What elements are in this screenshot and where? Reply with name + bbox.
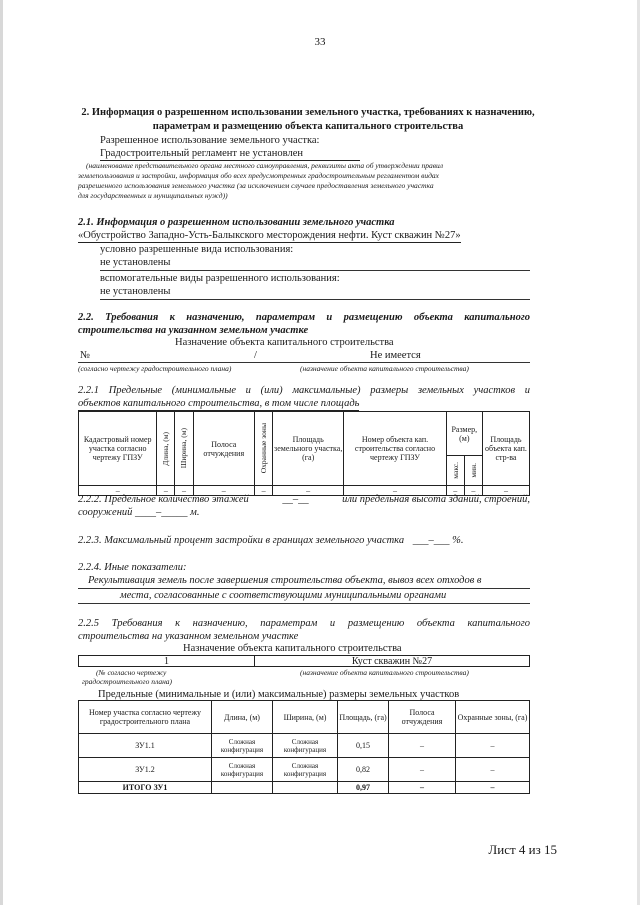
table-row-total xyxy=(79,782,530,794)
col-size: Размер, (м) xyxy=(446,412,482,456)
col-strip: Полоса отчуждения xyxy=(389,701,456,734)
cell: – xyxy=(389,758,456,782)
col-size-max: макс. xyxy=(446,456,464,486)
section222-text-d: м. xyxy=(190,507,200,518)
col-number: Номер объекта кап. строительства согласно чертежу ГПЗУ xyxy=(344,412,447,486)
section224-heading: 2.2.4. Иные показатели: xyxy=(78,562,187,573)
section22-caption-left: (согласно чертежу градостроительного плана) xyxy=(78,364,232,373)
section2-note-line4: для государственных и муниципальных нужд)) xyxy=(78,191,228,200)
cell: – xyxy=(273,486,344,496)
scan-edge-left xyxy=(0,0,3,905)
section22-caption-right: (назначение объекта капитального строительства) xyxy=(300,364,469,373)
coverage-blank: ___–___ xyxy=(412,535,450,546)
section21-object: «Обустройство Западно-Усть-Балыкского месторождения нефти. Куст скважин №27» xyxy=(78,230,461,241)
col-protect: Охранные зоны xyxy=(255,412,273,486)
conditional-use-value: не установлены xyxy=(100,257,171,268)
sizes-table-225 xyxy=(78,700,530,794)
section22-heading-line1: 2.2. Требования к назначению, параметрам и размещению объекта капитального xyxy=(78,312,530,323)
cell: – xyxy=(175,486,193,496)
divider xyxy=(100,270,530,271)
auxiliary-use-value: не установлены xyxy=(100,286,171,297)
col-area: Площадь, (га) xyxy=(338,701,389,734)
sizes-table-221 xyxy=(78,411,530,496)
section224-line1: Рекультивация земель после завершения строительства объекта, вывоз всех отходов в xyxy=(88,575,482,586)
col-obj-area: Площадь объекта кап. стр-ва xyxy=(482,412,529,486)
section22-purpose-value: Не имеется xyxy=(370,350,421,361)
col-cadastral: Кадастровый номер участка согласно чертежу ГПЗУ xyxy=(79,412,157,486)
cell: – xyxy=(157,486,175,496)
section223-unit: %. xyxy=(452,535,464,546)
section22-heading-line2: строительства на указанном земельном участке xyxy=(78,325,309,336)
floors-blank: __–__ xyxy=(282,494,309,505)
section222-line2 xyxy=(78,506,200,519)
permitted-use-label: Разрешенное использование земельного участка: xyxy=(100,135,320,146)
cell: 0,97 xyxy=(338,782,389,794)
section225-caption-right: (назначение объекта капитального строительства) xyxy=(300,668,469,677)
page-number: 33 xyxy=(314,36,326,48)
cell: ЗУ1.2 xyxy=(79,758,212,782)
cell xyxy=(212,782,273,794)
cell: – xyxy=(389,734,456,758)
cell xyxy=(273,782,338,794)
section225-purpose-label: Назначение объекта капитального строительства xyxy=(183,643,402,654)
sheet-counter: Лист 4 из 15 xyxy=(488,842,557,857)
section224-line2: места, согласованные с соответствующими муниципальными органами xyxy=(120,590,447,601)
col-length: Длина, (м) xyxy=(157,412,175,486)
cell: – xyxy=(389,782,456,794)
permitted-use-value: Градостроительный регламент не установлен xyxy=(100,147,360,161)
section222-text-a: 2.2.2. Предельное количество этажей xyxy=(78,494,249,505)
cell: ЗУ1.1 xyxy=(79,734,212,758)
cell: 0,82 xyxy=(338,758,389,782)
cell: Сложная конфигурация xyxy=(212,734,273,758)
table-row xyxy=(79,734,530,758)
cell: – xyxy=(482,486,529,496)
divider xyxy=(78,362,530,363)
cell: Сложная конфигурация xyxy=(273,734,338,758)
section223-text: 2.2.3. Максимальный процент застройки в границах земельного участка xyxy=(78,535,405,546)
cell: – xyxy=(456,758,530,782)
cell: – xyxy=(456,734,530,758)
section225-heading-line1: 2.2.5 Требования к назначению, параметрам и размещению объекта капитального xyxy=(78,618,530,629)
cell: Сложная конфигурация xyxy=(212,758,273,782)
auxiliary-use-label: вспомогательные виды разрешенного использования: xyxy=(100,273,340,284)
cell: – xyxy=(344,486,447,496)
col-strip: Полоса отчуждения xyxy=(193,412,255,486)
purpose-table-225 xyxy=(78,655,530,667)
cell: – xyxy=(464,486,482,496)
cell: ИТОГО ЗУ1 xyxy=(79,782,212,794)
section22-slash: / xyxy=(254,350,257,361)
section21-heading: 2.1. Информация о разрешенном использовании земельного участка xyxy=(78,217,395,228)
section222-line1 xyxy=(78,493,530,506)
section221-heading-line2: объектов капитального строительства, в том числе площадь xyxy=(78,398,360,409)
cell: – xyxy=(193,486,255,496)
section22-purpose-label: Назначение объекта капитального строительства xyxy=(175,337,394,348)
table-row xyxy=(79,758,530,782)
cell: – xyxy=(456,782,530,794)
cell: Сложная конфигурация xyxy=(273,758,338,782)
divider xyxy=(100,299,530,300)
purpose-number: 1 xyxy=(79,656,255,667)
col-protect: Охранные зоны, (га) xyxy=(456,701,530,734)
cell: – xyxy=(255,486,273,496)
section22-no-label: № xyxy=(80,350,91,361)
section221-heading-line1: 2.2.1 Предельные (минимальные и (или) максимальные) размеры земельных участков и xyxy=(78,385,530,396)
cell: – xyxy=(446,486,464,496)
section223-line xyxy=(78,534,463,547)
cell: 0,15 xyxy=(338,734,389,758)
section222-text-b: или предельная высота зданий, строений, xyxy=(342,494,530,505)
section225-heading-line2: строительства на указанном земельном участке xyxy=(78,631,299,642)
col-size-min: мин. xyxy=(464,456,482,486)
col-length: Длина, (м) xyxy=(212,701,273,734)
conditional-use-label: условно разрешенные вида использования: xyxy=(100,244,294,255)
col-width: Ширина, (м) xyxy=(273,701,338,734)
divider xyxy=(78,603,530,604)
section2-note-line1: (наименование представительного органа местного самоуправления, реквизиты акта об утверждении правил xyxy=(86,161,444,170)
col-width: Ширина, (м) xyxy=(175,412,193,486)
section2-note-line2: землепользования и застройки, информация обо всех предусмотренных градостроительным регламентом видах xyxy=(78,171,439,180)
height-blank: ____–_____ xyxy=(135,507,188,518)
section2-note-line3: разрешенного использования земельного участка (за исключением случаев предоставления земельного участка xyxy=(78,181,434,190)
section225-caption-left-1: (№ согласно чертежу xyxy=(96,668,167,677)
purpose-value: Куст скважин №27 xyxy=(255,656,530,667)
section225-caption-left-2: градостроительного плана) xyxy=(82,677,173,686)
section222-text-c: сооружений xyxy=(78,507,133,518)
col-area: Площадь земельного участка, (га) xyxy=(273,412,344,486)
cell: – xyxy=(79,486,157,496)
section225-sizes-heading: Предельные (минимальные и (или) максимальные) размеры земельных участков xyxy=(98,689,460,700)
section2-heading: 2. Информация о разрешенном использовании земельного участка, требованиях к назначению, параметрам и размещению объекта капитального строительства xyxy=(81,107,535,132)
col-number: Номер участка согласно чертежу градостроительного плана xyxy=(79,701,212,734)
